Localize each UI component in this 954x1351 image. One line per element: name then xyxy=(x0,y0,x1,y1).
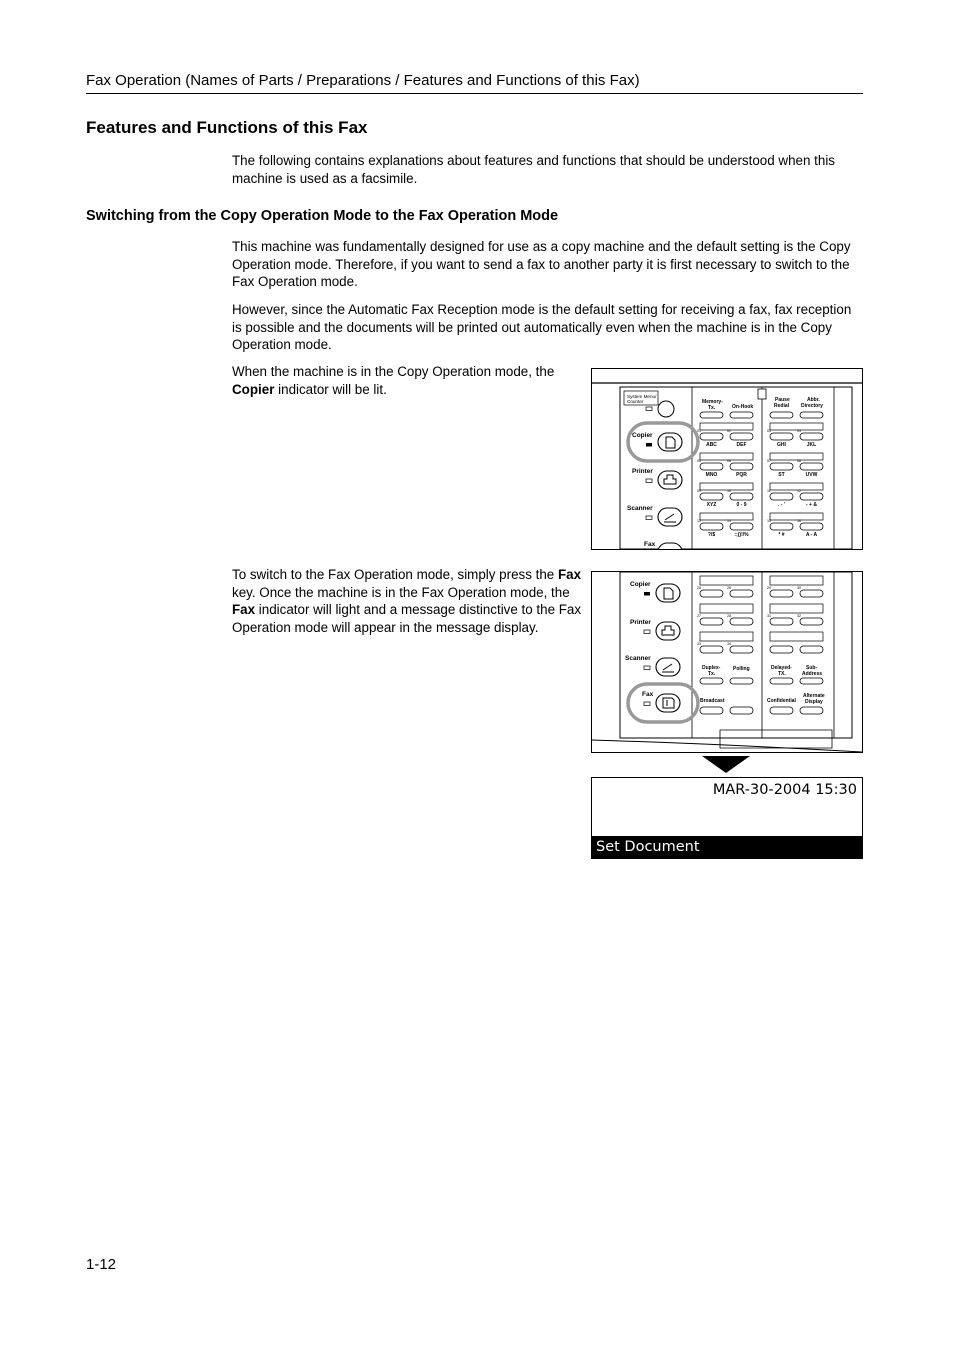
svg-text:Directory: Directory xyxy=(801,403,823,409)
label-fax: Fax xyxy=(642,691,654,698)
page-number: 1-12 xyxy=(86,1256,117,1273)
intro-paragraph: The following contains explanations about features and functions that should be understood when this machine is used as a facsimile. xyxy=(232,153,835,186)
label-confidential: Confidential xyxy=(767,698,796,704)
label-fax: Fax xyxy=(644,541,656,548)
svg-text:Display: Display xyxy=(805,699,823,705)
key-letters: . - ' xyxy=(777,502,786,508)
key-number: 27 xyxy=(697,614,701,618)
svg-text:Redial: Redial xyxy=(774,403,790,409)
label-memory-tx: Memory- xyxy=(702,399,723,405)
label-broadcast: Broadcast xyxy=(700,698,725,704)
control-panel-copier-figure xyxy=(591,368,863,550)
key-number: 04 xyxy=(797,429,801,433)
key-letters: ABC xyxy=(706,442,717,448)
key-number: 30 xyxy=(797,586,801,590)
subsection-title: Switching from the Copy Operation Mode to the Fax Operation Mode xyxy=(86,208,559,224)
key-number: 28 xyxy=(727,614,731,618)
key-number: 12 xyxy=(797,489,801,493)
key-number: 08 xyxy=(797,459,801,463)
label-delayed-tx: Delayed- xyxy=(771,665,792,671)
key-number: 33 xyxy=(697,642,701,646)
copier-indicator-lit xyxy=(646,443,652,447)
paragraph-auto-reception: However, since the Automatic Fax Reception mode is the default setting for receiving a fax, fax reception is possible and the documents will be printed out automatically even when the machine is in the Copy Operation mode. xyxy=(232,302,852,352)
label-scanner: Scanner xyxy=(627,505,653,512)
label-scanner: Scanner xyxy=(625,655,651,662)
key-number: 29 xyxy=(767,586,771,590)
display-message: Set Document xyxy=(592,836,862,858)
label-polling: Polling xyxy=(733,666,750,672)
label-on-hook: On-Hook xyxy=(732,404,754,410)
key-number: 03 xyxy=(767,429,771,433)
label-counter: Counter xyxy=(627,399,644,404)
bold-fax-key: Fax xyxy=(557,567,582,582)
label-printer: Printer xyxy=(632,468,653,475)
key-number: 26 xyxy=(727,586,731,590)
message-display xyxy=(591,777,863,859)
label-abbr: Abbr. xyxy=(807,397,820,403)
label-sub-address: Sub- xyxy=(806,665,818,671)
key-letters: DEF xyxy=(736,442,747,448)
key-number: 05 xyxy=(697,459,701,463)
key-number: 14 xyxy=(727,519,731,523)
bold-copier: Copier xyxy=(232,381,275,397)
svg-text:TX.: TX. xyxy=(778,671,786,677)
fax-key xyxy=(656,694,680,712)
key-letters: PQR xyxy=(736,472,747,478)
key-number: 13 xyxy=(697,519,701,523)
key-number: 02 xyxy=(727,429,731,433)
key-number: 09 xyxy=(697,489,701,493)
key-number: 11 xyxy=(767,489,771,493)
bold-fax-indicator: Fax xyxy=(232,602,256,617)
key-letters: XYZ xyxy=(706,502,717,508)
section-title: Features and Functions of this Fax xyxy=(86,118,368,137)
key-letters: MNO xyxy=(705,472,718,478)
key-number: 32 xyxy=(797,614,801,618)
label-printer: Printer xyxy=(630,619,651,626)
label-duplex-tx: Duplex- xyxy=(702,665,721,671)
label-system-menu: System Menu/ xyxy=(627,394,657,399)
svg-text:Tx.: Tx. xyxy=(708,671,716,677)
key-letters: ST xyxy=(778,472,785,478)
paragraph-fax-key: To switch to the Fax Operation mode, simply press the Fax key. Once the machine is in the Fax Operation mode, the Fax indicator will light and a message distinctive to the Fax Operation mode will appear in the message display. xyxy=(232,567,582,635)
label-copier: Copier xyxy=(632,432,653,439)
label-alternate-display: Alternate xyxy=(803,693,825,699)
key-number: 34 xyxy=(727,642,731,646)
key-letters: 0 - 9 xyxy=(736,502,747,508)
key-number: 10 xyxy=(727,489,731,493)
label-pause: Pause xyxy=(775,397,790,403)
key-number: 31 xyxy=(767,614,771,618)
key-number: 06 xyxy=(727,459,731,463)
key-number: 25 xyxy=(697,586,701,590)
key-letters: GHI xyxy=(777,442,786,448)
paragraph-default-mode: This machine was fundamentally designed for use as a copy machine and the default setting is the Copy Operation mode. Therefore, if you want to send a fax to another party it is first necessary to switch to the Fax Operation mode. xyxy=(232,239,851,289)
key-letters: JKL xyxy=(806,442,817,448)
key-letters: A - A xyxy=(805,532,818,538)
control-panel-fax-figure xyxy=(591,571,863,753)
fax-indicator xyxy=(644,702,650,706)
running-header: Fax Operation (Names of Parts / Preparations / Features and Functions of this Fax) xyxy=(86,72,863,94)
paragraph-copier-indicator: When the machine is in the Copy Operation mode, the Copier indicator will be lit. xyxy=(232,364,555,397)
key-letters: UVW xyxy=(805,472,818,478)
svg-text:Address: Address xyxy=(802,671,823,677)
label-copier: Copier xyxy=(630,581,651,588)
key-number: 16 xyxy=(797,519,801,523)
down-arrow-icon xyxy=(702,756,750,773)
key-letters: - + & xyxy=(806,502,817,508)
display-datetime: MAR-30-2004 15:30 xyxy=(712,782,857,798)
key-number: 01 xyxy=(697,429,701,433)
printer-key xyxy=(658,471,682,489)
svg-text:Tx.: Tx. xyxy=(708,405,716,411)
key-letters: ?/$ xyxy=(707,532,716,538)
key-number: 07 xyxy=(767,459,771,463)
key-number: 15 xyxy=(767,519,771,523)
key-letters: :;()!/% xyxy=(734,532,749,538)
key-letters: * # xyxy=(778,532,785,538)
printer-key xyxy=(656,622,680,640)
